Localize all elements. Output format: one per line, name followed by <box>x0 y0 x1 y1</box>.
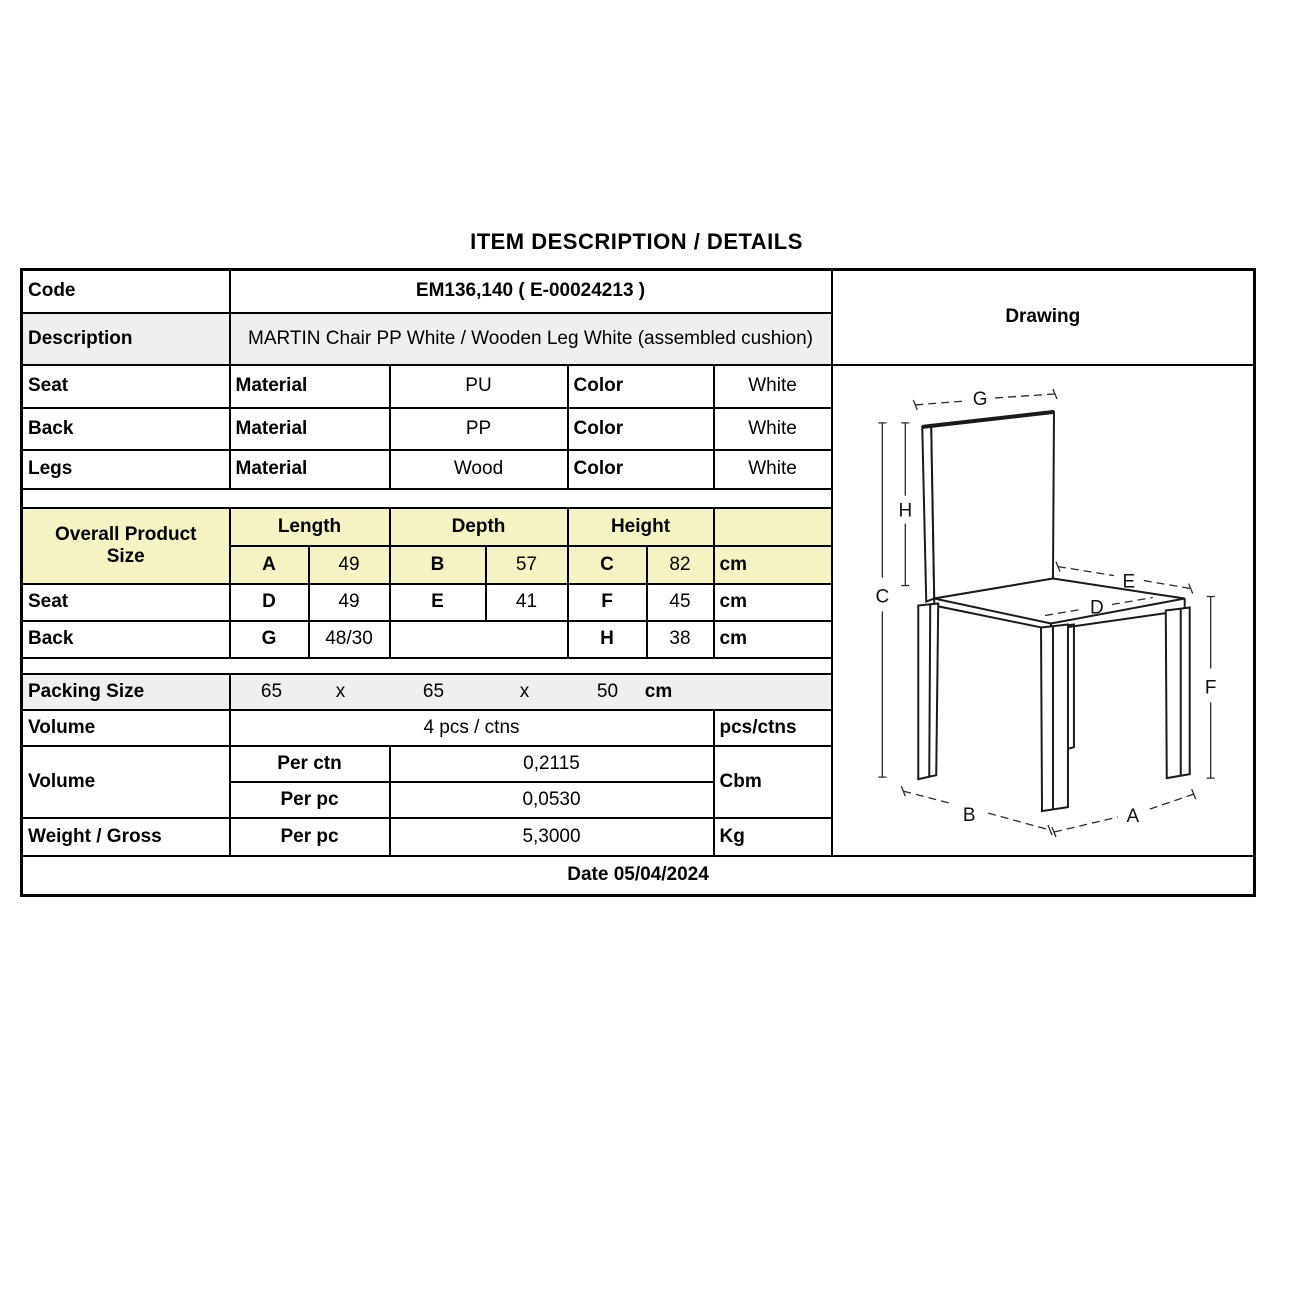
per-pc-value: 0,0530 <box>390 782 714 818</box>
per-ctn-value: 0,2115 <box>390 746 714 782</box>
material-value: Wood <box>390 450 568 489</box>
color-key: Color <box>568 408 714 450</box>
part-label: Legs <box>22 450 230 489</box>
weight-key: Per pc <box>230 818 390 856</box>
dim-unit: cm <box>714 621 832 658</box>
dim-letter: B <box>390 546 486 584</box>
dim-label-g: G <box>972 388 988 410</box>
size-title-line1: Overall Product <box>55 523 197 545</box>
chair-drawing-cell <box>832 365 1255 856</box>
code-label: Code <box>22 270 230 313</box>
material-value: PP <box>390 408 568 450</box>
size-row-label: Back <box>22 621 230 658</box>
dim-letter: H <box>568 621 647 658</box>
dim-label-b: B <box>962 804 976 826</box>
dim-label-h: H <box>897 500 912 522</box>
code-value: EM136,140 ( E-00024213 ) <box>230 270 832 313</box>
packing-dim2: 65 <box>422 680 445 702</box>
dim-label-d: D <box>1089 596 1104 618</box>
chair-right-leg <box>1165 607 1189 778</box>
dim-tick-b <box>901 786 1052 835</box>
col-header-height: Height <box>568 508 714 546</box>
dim-line-a <box>1054 794 1194 832</box>
dim-line-b <box>903 791 1050 830</box>
color-value: White <box>714 408 832 450</box>
dim-value: 82 <box>647 546 714 584</box>
spacer <box>22 489 832 508</box>
color-value: White <box>714 450 832 489</box>
chair-left-leg-edge <box>929 604 930 777</box>
col-header-depth: Depth <box>390 508 568 546</box>
code-row <box>22 270 1255 313</box>
dim-letter: E <box>390 584 486 621</box>
packing-label: Packing Size <box>22 674 230 710</box>
spec-table <box>20 268 1256 897</box>
part-label: Seat <box>22 365 230 408</box>
description-value-cell <box>230 313 832 365</box>
material-key: Material <box>230 365 390 408</box>
col-header-unit-blank <box>714 508 832 546</box>
description-label: Description <box>22 313 230 365</box>
volume-cbm-unit: Cbm <box>714 746 832 818</box>
packing-x1: x <box>335 680 346 702</box>
description-value: MARTIN Chair PP White / Wooden Leg White (assembled cushion) <box>248 327 813 349</box>
per-ctn-label: Per ctn <box>230 746 390 782</box>
volume-label: Volume <box>22 746 230 818</box>
dim-letter: F <box>568 584 647 621</box>
packing-values <box>230 674 832 710</box>
page-title: ITEM DESCRIPTION / DETAILS <box>470 229 803 254</box>
size-title-line2: Size <box>106 545 145 567</box>
chair-left-leg <box>918 603 938 779</box>
dim-tick-a <box>1052 789 1196 837</box>
volume-pcs-unit: pcs/ctns <box>714 710 832 746</box>
packing-dim1: 65 <box>260 680 283 702</box>
material-row-seat <box>22 365 1255 408</box>
color-key: Color <box>568 450 714 489</box>
part-label: Back <box>22 408 230 450</box>
chair-technical-drawing <box>838 366 1255 855</box>
material-value: PU <box>390 365 568 408</box>
packing-x2: x <box>519 680 530 702</box>
dim-value: 49 <box>309 584 390 621</box>
dim-label-f: F <box>1204 676 1217 698</box>
col-header-length: Length <box>230 508 390 546</box>
dim-letter: A <box>230 546 309 584</box>
dim-label-a: A <box>1126 805 1139 827</box>
dim-blank <box>390 621 568 658</box>
volume-pcs-value: 4 pcs / ctns <box>230 710 714 746</box>
material-key: Material <box>230 408 390 450</box>
dim-value: 38 <box>647 621 714 658</box>
dim-value: 49 <box>309 546 390 584</box>
spacer <box>22 658 832 674</box>
material-key: Material <box>230 450 390 489</box>
weight-label: Weight / Gross <box>22 818 230 856</box>
dim-value: 48/30 <box>309 621 390 658</box>
dim-letter: C <box>568 546 647 584</box>
size-row-label: Seat <box>22 584 230 621</box>
color-key: Color <box>568 365 714 408</box>
date-row <box>22 856 1255 896</box>
weight-unit: Kg <box>714 818 832 856</box>
dim-unit: cm <box>714 546 832 584</box>
packing-unit: cm <box>644 680 673 702</box>
dim-letter: D <box>230 584 309 621</box>
dim-letter: G <box>230 621 309 658</box>
dim-value: 41 <box>486 584 568 621</box>
dim-value: 57 <box>486 546 568 584</box>
dim-label-e: E <box>1122 571 1135 593</box>
drawing-header: Drawing <box>832 270 1255 365</box>
color-value: White <box>714 365 832 408</box>
dim-label-c: C <box>875 586 889 608</box>
dim-value: 45 <box>647 584 714 621</box>
chair-front-leg <box>1041 624 1068 811</box>
chair-backrest <box>931 411 1054 598</box>
size-section-title <box>22 508 230 584</box>
weight-value: 5,3000 <box>390 818 714 856</box>
per-pc-label: Per pc <box>230 782 390 818</box>
volume-label: Volume <box>22 710 230 746</box>
date-value: Date 05/04/2024 <box>22 856 1255 896</box>
packing-dim3: 50 <box>596 680 619 702</box>
dim-unit: cm <box>714 584 832 621</box>
